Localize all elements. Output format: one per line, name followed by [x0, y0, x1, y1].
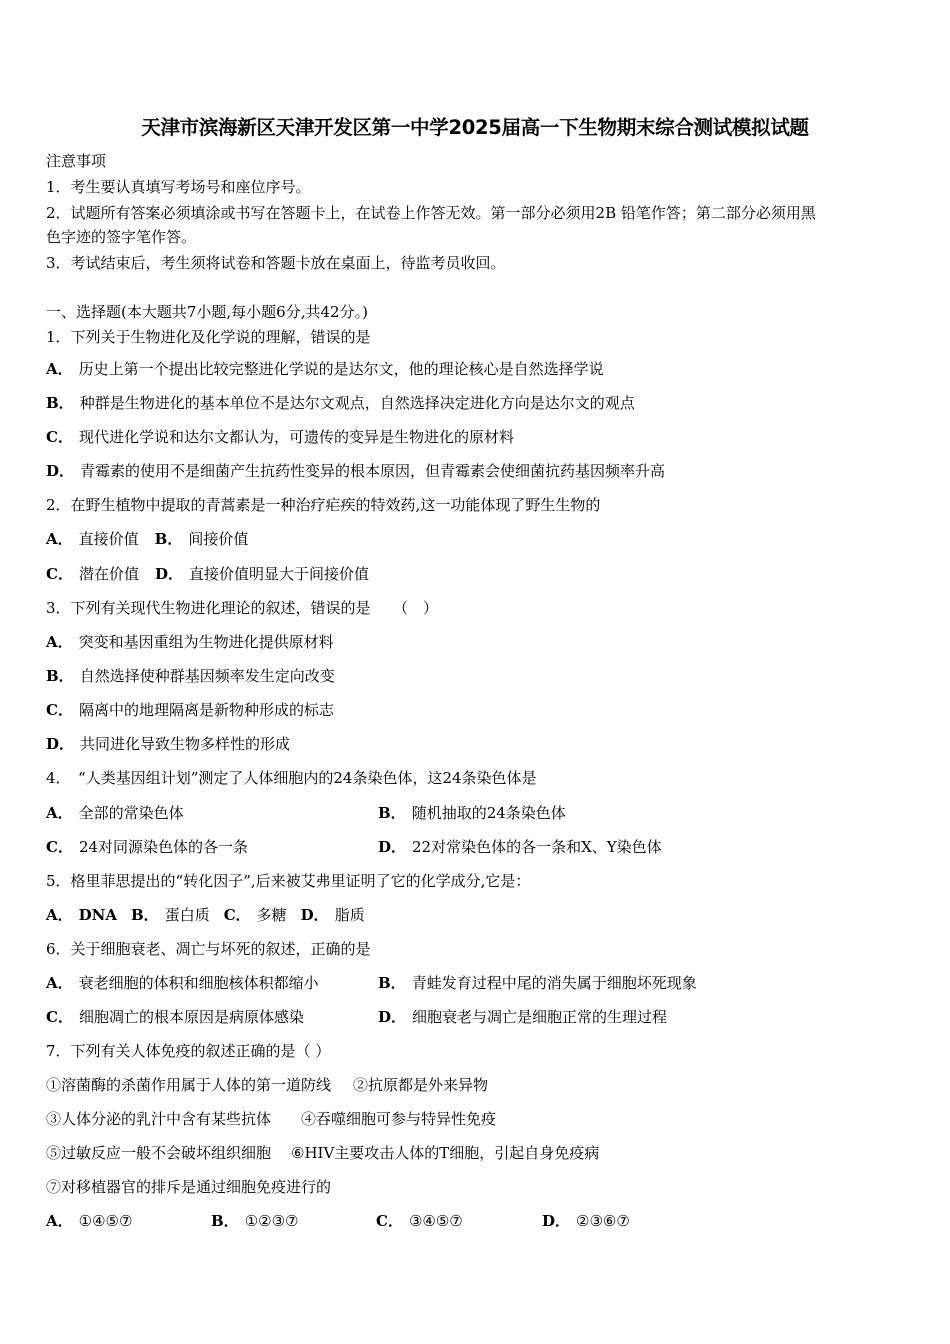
option-text: 潜在价值 — [78, 565, 139, 583]
option-text: ③④⑤⑦ — [408, 1212, 463, 1230]
option-text: 直接价值明显大于间接价值 — [188, 565, 369, 583]
option-text: 自然选择使种群基因频率发生定向改变 — [79, 667, 335, 685]
option-text: 共同进化导致生物多样性的形成 — [80, 735, 291, 753]
section-header: 一、选择题(本大题共7小题,每小题6分,共42分。) — [46, 303, 368, 321]
option-text: 脂质 — [334, 906, 365, 924]
option-text: 青霉素的使用不是细菌产生抗药性变异的根本原因，但青霉素会使细菌抗药基因频率升高 — [80, 462, 666, 480]
notice-item: 1．考生要认真填写考场号和座位序号。 — [46, 178, 311, 196]
option-label: A． — [46, 1212, 73, 1230]
option-label: C． — [46, 838, 73, 856]
option-label: D． — [46, 735, 75, 753]
option-label: A． — [46, 360, 73, 378]
option-label: D． — [300, 906, 329, 924]
option-row — [46, 461, 665, 481]
option-text: 多糖 — [256, 906, 287, 924]
option-text: 衰老细胞的体积和细胞核体积都缩小 — [78, 974, 319, 992]
option-text: 历史上第一个提出比较完整进化学说的是达尔文，他的理论核心是自然选择学说 — [78, 360, 604, 378]
option-text: 全部的常染色体 — [78, 804, 184, 822]
option-label: D． — [378, 838, 407, 856]
option-label: C． — [46, 701, 73, 719]
question-stem: 7．下列有关人体免疫的叙述正确的是（ ） — [46, 1042, 331, 1060]
option-text: 24对同源染色体的各一条 — [78, 838, 249, 856]
option-row — [46, 393, 635, 413]
option-text: 间接价值 — [188, 530, 249, 548]
option-text: 隔离中的地理隔离是新物种形成的标志 — [78, 701, 334, 719]
option-row — [46, 359, 604, 379]
notice-heading: 注意事项 — [46, 152, 107, 170]
option-row — [46, 564, 369, 584]
option-text: 细胞衰老与凋亡是细胞正常的生理过程 — [412, 1008, 668, 1026]
option-text: ①②③⑦ — [244, 1212, 299, 1230]
option-text: 突变和基因重组为生物进化提供原材料 — [78, 633, 334, 651]
option-label: D． — [154, 565, 183, 583]
question-stem: 4． “人类基因组计划”测定了人体细胞内的24条染色体，这24条染色体是 — [46, 769, 537, 787]
option-text: 种群是生物进化的基本单位不是达尔文观点，自然选择决定进化方向是达尔文的观点 — [79, 394, 635, 412]
notice-item: 3．考试结束后，考生须将试卷和答题卡放在桌面上，待监考员收回。 — [46, 254, 506, 272]
option-label: B． — [154, 530, 183, 548]
statement: ⑥HIV主要攻击人体的T细胞，引起自身免疫病 — [291, 1144, 600, 1162]
notice-item: 色字迹的签字笔作答。 — [46, 228, 197, 246]
option-text: 现代进化学说和达尔文都认为，可遗传的变异是生物进化的原材料 — [78, 428, 514, 446]
option-label: A． — [46, 974, 73, 992]
statement: ⑤过敏反应一般不会破坏组织细胞 — [46, 1144, 272, 1162]
option-text: DNA — [78, 906, 117, 924]
statement-row — [46, 1177, 331, 1197]
statement: ③人体分泌的乳汁中含有某些抗体 — [46, 1110, 272, 1128]
option-label: C． — [223, 906, 251, 924]
option-label: C． — [46, 428, 73, 446]
option-row — [46, 700, 334, 720]
option-label: B． — [211, 1212, 239, 1230]
option-label: B． — [131, 906, 159, 924]
option-label: C． — [46, 565, 73, 583]
option-text: 蛋白质 — [164, 906, 210, 924]
option-label: B． — [46, 667, 74, 685]
option-text: 直接价值 — [78, 530, 139, 548]
option-label: A． — [46, 906, 73, 924]
option-label: A． — [46, 530, 73, 548]
question-stem: 5．格里菲思提出的“转化因子”,后来被艾弗里证明了它的化学成分,它是： — [46, 872, 531, 890]
page-title: 天津市滨海新区天津开发区第一中学2025届高一下生物期末综合测试模拟试题 — [141, 116, 809, 139]
option-text: 22对常染色体的各一条和X、Y染色体 — [412, 838, 662, 856]
option-text: ②③⑥⑦ — [576, 1212, 630, 1230]
option-label: B． — [378, 804, 406, 822]
option-label: A． — [46, 804, 73, 822]
option-label: D． — [378, 1008, 407, 1026]
option-row — [46, 734, 290, 754]
option-label: D． — [542, 1212, 571, 1230]
option-label: A． — [46, 633, 73, 651]
statement-row — [46, 1075, 488, 1095]
question-stem: 6．关于细胞衰老、凋亡与坏死的叙述，正确的是 — [46, 940, 371, 958]
statement: ⑦对移植器官的排斥是通过细胞免疫进行的 — [46, 1178, 332, 1196]
statement: ②抗原都是外来异物 — [353, 1076, 489, 1094]
question-stem: 3．下列有关现代生物进化理论的叙述，错误的是 （ ） — [46, 599, 439, 617]
question-stem: 2．在野生植物中提取的青蒿素是一种治疗疟疾的特效药,这一功能体现了野生生物的 — [46, 496, 601, 514]
statement: ④吞噬细胞可参与特异性免疫 — [301, 1110, 497, 1128]
option-row — [46, 905, 365, 925]
option-label: C． — [46, 1008, 73, 1026]
option-row — [46, 427, 514, 447]
option-label: C． — [376, 1212, 403, 1230]
statement-row — [46, 1143, 599, 1163]
option-text: ①④⑤⑦ — [78, 1212, 133, 1230]
option-label: B． — [378, 974, 406, 992]
option-text: 青蛙发育过程中尾的消失属于细胞坏死现象 — [411, 974, 697, 992]
option-row — [46, 529, 248, 549]
option-row — [46, 632, 334, 652]
option-row — [46, 666, 335, 686]
option-label: B． — [46, 394, 74, 412]
statement-row — [46, 1109, 496, 1129]
notice-item: 2．试题所有答案必须填涂或书写在答题卡上，在试卷上作答无效。第一部分必须用2B 铅笔作答；第二部分必须用黑 — [46, 204, 816, 222]
question-stem: 1．下列关于生物进化及化学说的理解，错误的是 — [46, 328, 371, 346]
option-text: 细胞凋亡的根本原因是病原体感染 — [78, 1008, 304, 1026]
option-text: 随机抽取的24条染色体 — [411, 804, 566, 822]
option-label: D． — [46, 462, 75, 480]
statement: ①溶菌酶的杀菌作用属于人体的第一道防线 — [46, 1076, 332, 1094]
